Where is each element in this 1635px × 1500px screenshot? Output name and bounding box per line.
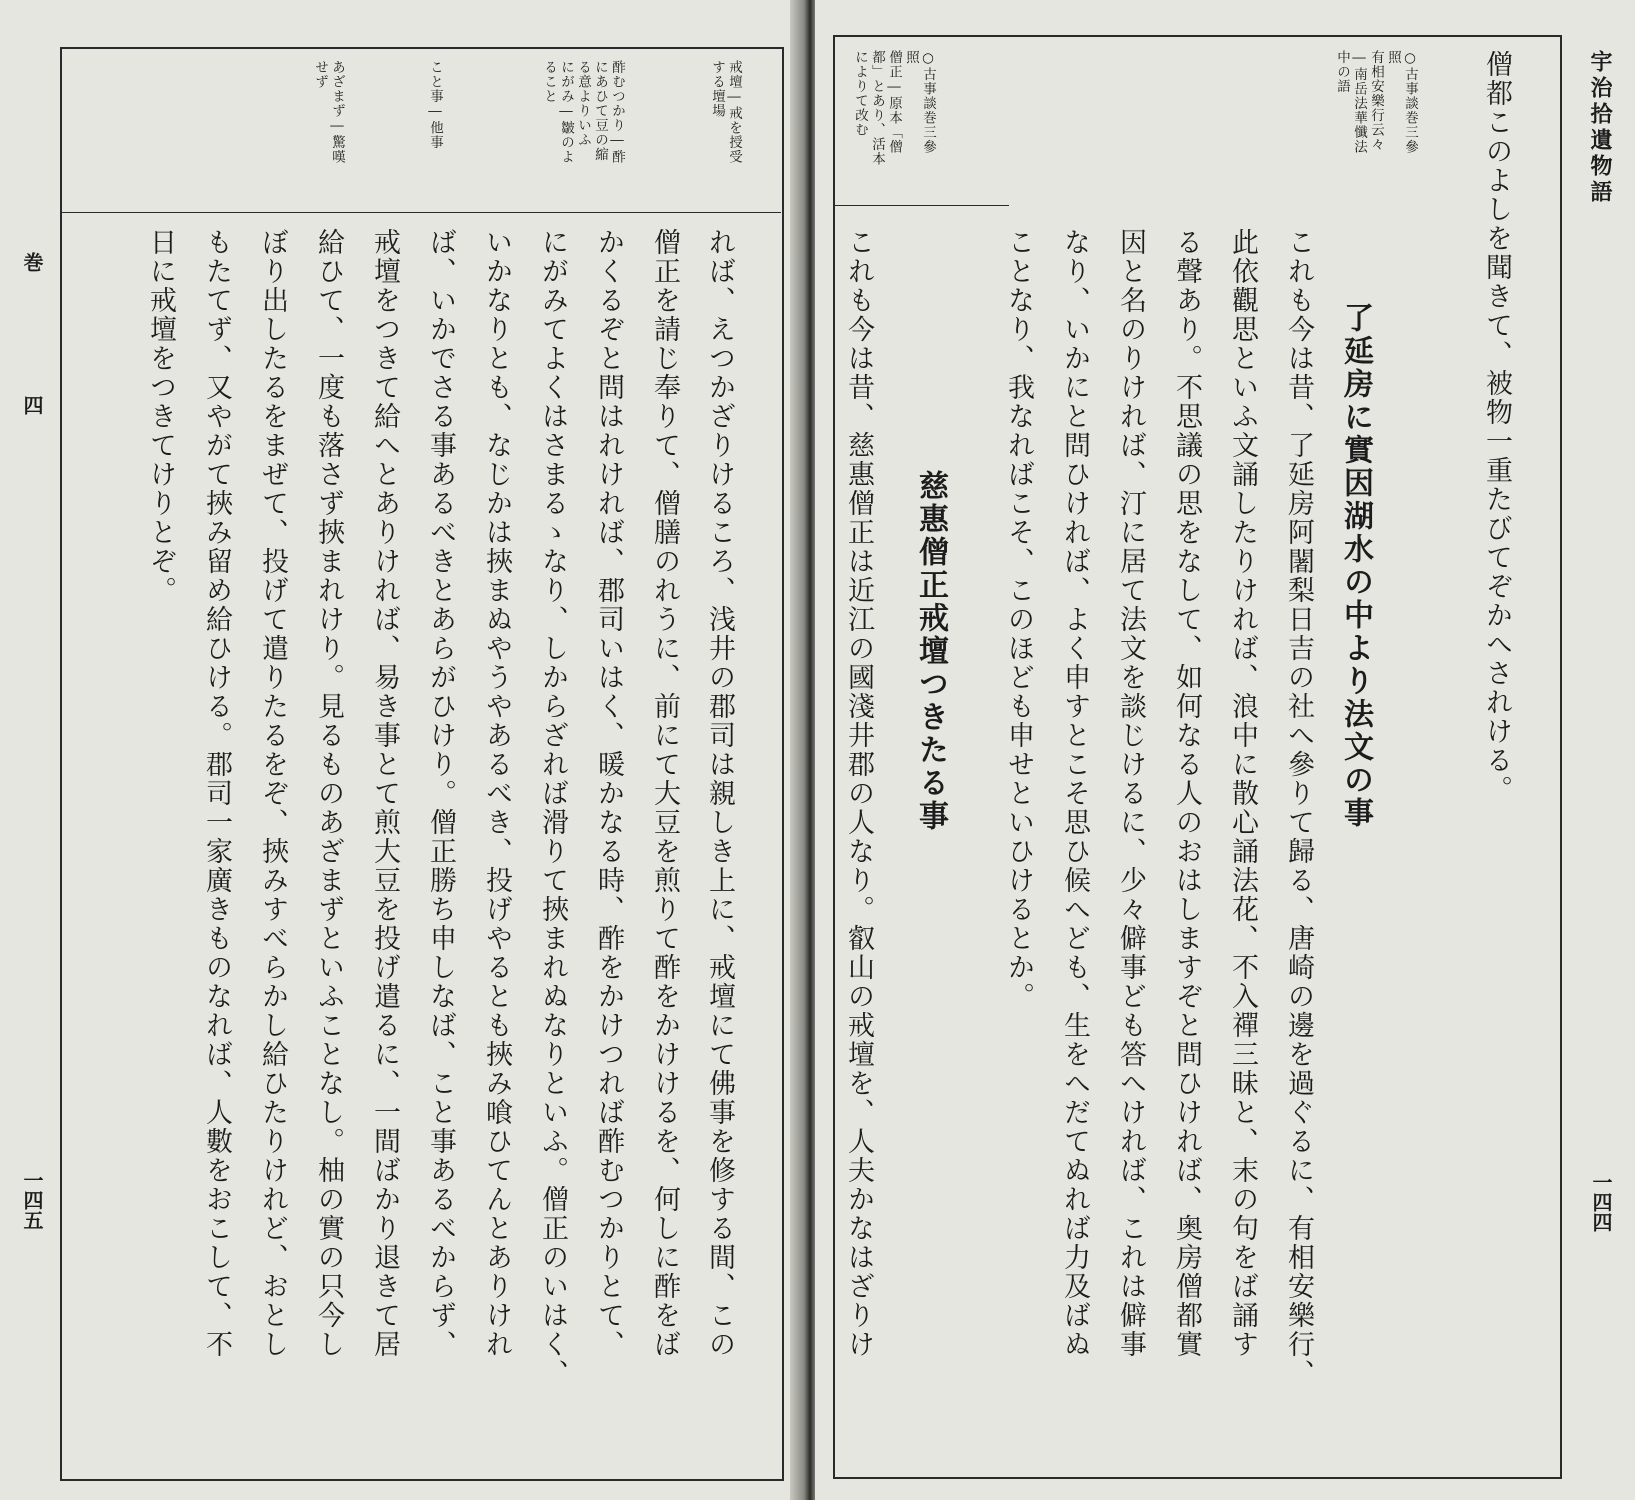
text-line: いかなりとも、なじかは挾まぬやうやあるべき、投げやるとも挾み喰ひてんとありけれ [481,228,512,1359]
right-note-kojidan-2: ○古事談巻三參 照 僧正―原本「僧 都」とあり、活本 によりて改む [852,50,936,166]
text-line: れば、えつかざりけるころ、浅井の郡司は親しき上に、戒壇にて佛事を修する間、この [704,228,735,1359]
text-line: 給ひて、一度も落さず挾まれけり。見るものあざまずといふことなし。柚の實の只今し [313,228,344,1359]
right-notes-divider-bottom [834,205,964,206]
text-line: にがみてよくはさまるゝなり、しからざれば滑りて挾まれぬなりといふ。僧正のいはく、 [537,228,568,1388]
volume-number: 四 [20,395,44,415]
text-line: 此依觀思といふ文誦したりければ、浪中に散心誦法花、不入禪三昧と、末の句をば誦す [1227,228,1258,1359]
story-title-jie: 慈惠僧正戒壇つきたる事 [913,470,948,833]
text-line: 日に戒壇をつきてけりとぞ。 [145,228,176,605]
right-page-number: 一四四 [1589,1172,1613,1232]
text-line: これも今は昔、了延房阿闍梨日吉の社へ參りて歸る、唐崎の邊を過ぐるに、有相安樂行、 [1283,228,1314,1388]
text-line: 僧都このよしを聞きて、被物一重たびてぞかへされける。 [1481,50,1512,804]
left-note-sumutsukari: 酢むつかり―酢 にあひて豆の縮 る意よりいふ にがみ―皺のよ ること [541,60,625,164]
left-page [0,0,805,1500]
left-note-kaidan: 戒壇―戒を授受 する壇場 [709,60,742,164]
book-title: 宇治拾遺物語 [1587,50,1613,206]
left-note-azamazu: あざまず―驚嘆 せず [312,60,345,164]
right-page [815,0,1635,1500]
text-line: これも今は昔、慈惠僧正は近江の國淺井郡の人なり。叡山の戒壇を、人夫かなはざりけ [843,228,874,1359]
left-page-number: 一四五 [20,1170,44,1230]
text-line: 因と名のりければ、汀に居て法文を談じけるに、少々僻事ども答へければ、これは僻事 [1115,228,1146,1359]
right-note-kojidan-1: ○古事談巻三參 照 有相安樂行云々 ―南岳法華懺法 中の語 [1334,50,1418,154]
text-line: もたてず、又やがて挾み留め給ひける。郡司一家廣きものなれば、人數をおこして、不 [201,228,232,1359]
left-note-kotogoto: こと事―他事 [427,60,443,150]
left-notes-divider [61,212,781,213]
text-line: 戒壇をつきて給へとありければ、易き事とて煎大豆を投げ遣るに、一間ばかり退きて居 [369,228,400,1359]
text-line: ことなり、我なればこそ、このほども申せといひけるとか。 [1003,228,1034,1011]
story-title-ryoenbo: 了延房に實因湖水の中より法文の事 [1338,302,1373,830]
text-line: かくるぞと問はれければ、郡司いはく、暖かなる時、酢をかけつれば酢むつかりとて、 [593,228,624,1359]
text-line: ぼり出したるをまぜて、投げて遣りたるをぞ、挾みすべらかし給ひたりけれど、おとし [257,228,288,1359]
text-line: ば、いかでさる事あるべきとあらがひけり。僧正勝ち申しなば、こと事あるべからず、 [425,228,456,1359]
text-line: 僧正を請じ奉りて、僧膳のれうに、前にて大豆を煎りて酢をかけけるを、何しに酢をば [649,228,680,1359]
text-line: る聲あり。不思議の思をなして、如何なる人のおはしますぞと問ひければ、奥房僧都實 [1171,228,1202,1359]
text-line: なり、いかにと問ひければ、よく申すとこそ思ひ候へども、生をへだてぬれば力及ばぬ [1059,228,1090,1359]
volume-label: 巻 [20,252,44,272]
